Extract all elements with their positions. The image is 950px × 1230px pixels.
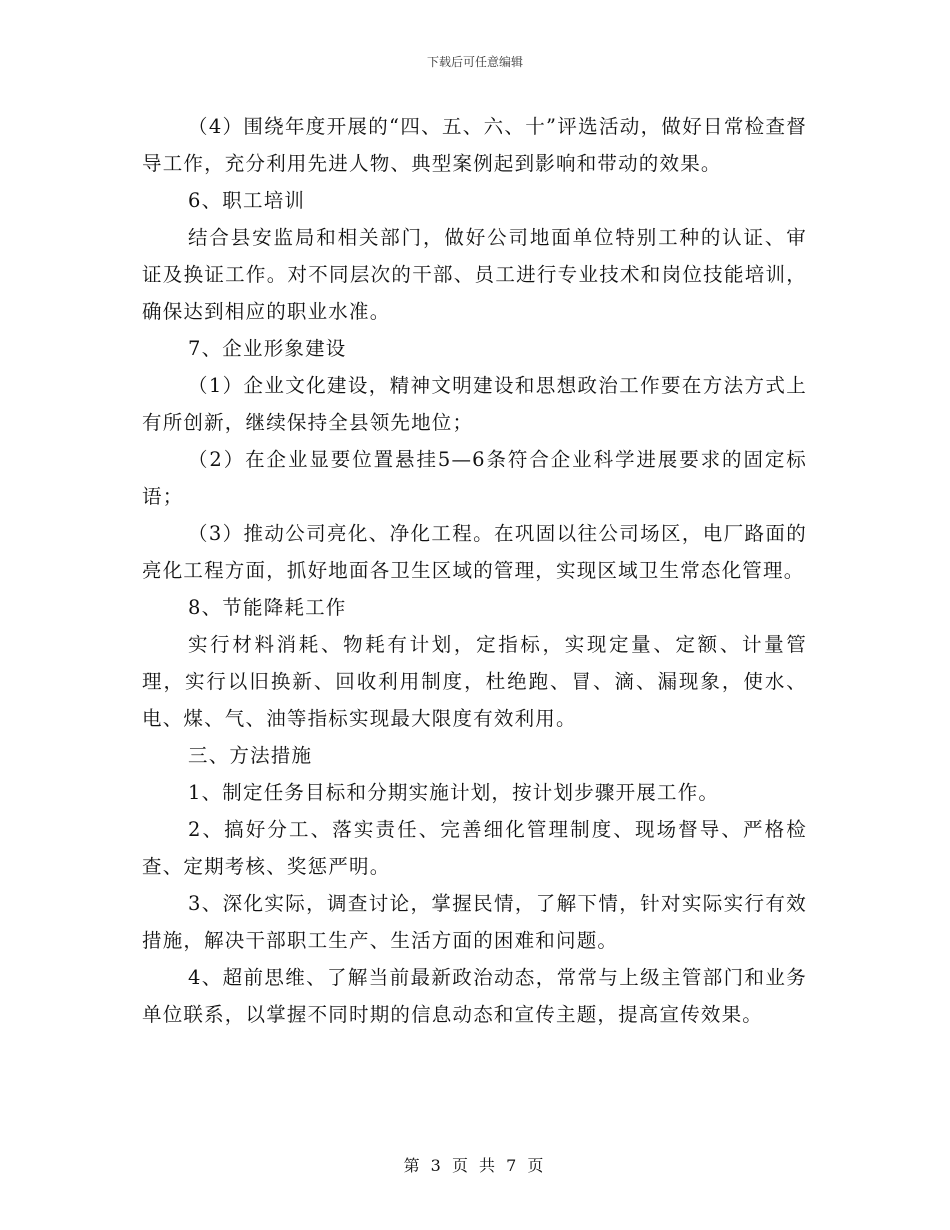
paragraph-item-2-slogans: （2）在企业显要位置悬挂5—6条符合企业科学进展要求的固定标语； bbox=[142, 448, 807, 508]
page-header: 下载后可任意编辑 bbox=[426, 55, 523, 69]
section-heading-energy-saving: 8、节能降耗工作 bbox=[188, 596, 347, 619]
page-number-footer: 第 3 页 共 7 页 bbox=[403, 1156, 547, 1175]
paragraph-method-3: 3、深化实际，调查讨论，掌握民情，了解下情，针对实际实行有效措施，解决干部职工生产、生活方面的困难和问题。 bbox=[142, 892, 807, 952]
section-heading-methods: 三、方法措施 bbox=[188, 744, 313, 767]
paragraph-energy-saving: 实行材料消耗、物耗有计划，定指标，实现定量、定额、计量管理，实行以旧换新、回收利用制度，杜绝跑、冒、滴、漏现象，使水、电、煤、气、油等指标实现最大限度有效利用。 bbox=[142, 633, 807, 730]
paragraph-method-1: 1、制定任务目标和分期实施计划，按计划步骤开展工作。 bbox=[188, 781, 720, 804]
paragraph-item-4-review: （4）围绕年度开展的“四、五、六、十”评选活动，做好日常检查督导工作，充分利用先进人物、典型案例起到影响和带动的效果。 bbox=[142, 115, 807, 175]
document-body bbox=[142, 108, 807, 1033]
paragraph-item-1-culture: （1）企业文化建设，精神文明建设和思想政治工作要在方法方式上有所创新，继续保持全县领先地位； bbox=[142, 374, 807, 434]
paragraph-method-2: 2、搞好分工、落实责任、完善细化管理制度、现场督导、严格检查、定期考核、奖惩严明。 bbox=[142, 818, 807, 878]
paragraph-method-4: 4、超前思维、了解当前最新政治动态，常常与上级主管部门和业务单位联系，以掌握不同时期的信息动态和宣传主题，提高宣传效果。 bbox=[142, 966, 807, 1026]
section-heading-staff-training: 6、职工培训 bbox=[188, 189, 306, 212]
paragraph-item-3-lighting: （3）推动公司亮化、净化工程。在巩固以往公司场区，电厂路面的亮化工程方面，抓好地面各卫生区域的管理，实现区域卫生常态化管理。 bbox=[142, 522, 807, 582]
section-heading-corporate-image: 7、企业形象建设 bbox=[188, 337, 347, 360]
paragraph-staff-training: 结合县安监局和相关部门，做好公司地面单位特别工种的认证、审证及换证工作。对不同层次的干部、员工进行专业技术和岗位技能培训，确保达到相应的职业水准。 bbox=[142, 226, 807, 323]
